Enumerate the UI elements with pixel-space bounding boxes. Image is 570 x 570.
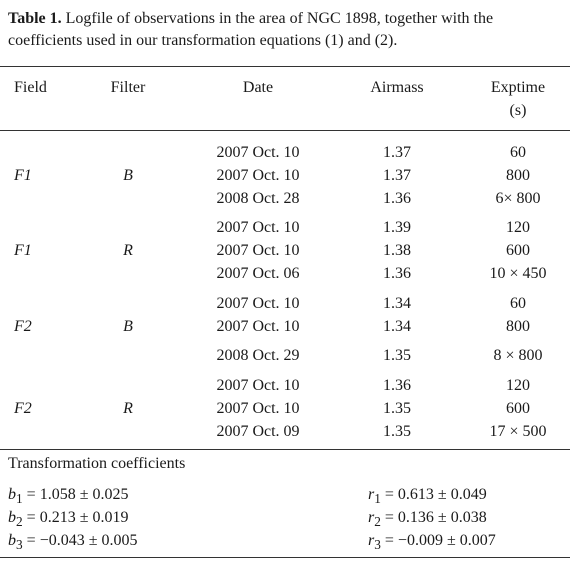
- table-caption: [8, 8, 564, 52]
- coefficient-subscript: 2: [374, 514, 381, 530]
- coefficient-subscript: 1: [16, 491, 23, 507]
- header-exptime-unit: (s): [509, 102, 527, 119]
- cell-airmass: 1.35: [383, 347, 411, 364]
- cell-exptime: 800: [506, 167, 530, 184]
- cell-airmass: 1.36: [383, 190, 411, 207]
- cell-date: 2007 Oct. 06: [216, 265, 300, 282]
- cell-date: 2007 Oct. 10: [216, 318, 300, 335]
- coefficients-title: Transformation coefficients: [8, 455, 186, 472]
- bottom-rule: [0, 449, 570, 450]
- coefficient-value: = 1.058 ± 0.025: [22, 486, 129, 503]
- cell-date: 2007 Oct. 10: [216, 242, 300, 259]
- cell-exptime: 600: [506, 242, 530, 259]
- cell-exptime: 120: [506, 219, 530, 236]
- header-exptime: Exptime: [490, 79, 546, 96]
- cell-airmass: 1.36: [383, 265, 411, 282]
- cell-date: 2008 Oct. 29: [216, 347, 300, 364]
- cell-field: F2: [14, 400, 32, 417]
- cell-filter: B: [123, 318, 133, 335]
- cell-exptime: 6× 800: [495, 190, 541, 207]
- cell-airmass: 1.35: [383, 423, 411, 440]
- header-filter: Filter: [110, 79, 146, 96]
- cell-airmass: 1.35: [383, 400, 411, 417]
- cell-exptime: 17 × 500: [489, 423, 547, 440]
- coefficient-b3: [8, 530, 138, 556]
- cell-airmass: 1.37: [383, 167, 411, 184]
- coefficient-value: = 0.136 ± 0.038: [380, 509, 487, 526]
- coefficient-subscript: 1: [374, 491, 381, 507]
- coefficient-symbol: r: [368, 509, 375, 526]
- coefficient-value: = 0.613 ± 0.049: [380, 486, 487, 503]
- cell-airmass: 1.37: [383, 144, 411, 161]
- coefficient-symbol: b: [8, 532, 16, 549]
- coefficient-symbol: r: [368, 532, 375, 549]
- table-label: Table 1.: [8, 10, 62, 27]
- cell-date: 2007 Oct. 10: [216, 377, 300, 394]
- coefficient-value: = 0.213 ± 0.019: [22, 509, 129, 526]
- coefficient-subscript: 3: [374, 537, 381, 553]
- coefficient-subscript: 3: [16, 537, 23, 553]
- cell-exptime: 120: [506, 377, 530, 394]
- coefficient-r3: [368, 530, 496, 556]
- cell-filter: R: [123, 400, 133, 417]
- coefficient-subscript: 2: [16, 514, 23, 530]
- cell-date: 2007 Oct. 10: [216, 295, 300, 312]
- coefficient-symbol: b: [8, 486, 16, 503]
- header-airmass: Airmass: [370, 79, 424, 96]
- end-rule: [0, 557, 570, 558]
- coefficient-value: = −0.009 ± 0.007: [380, 532, 496, 549]
- cell-exptime: 60: [510, 144, 526, 161]
- cell-exptime: 10 × 450: [489, 265, 547, 282]
- cell-airmass: 1.39: [383, 219, 411, 236]
- cell-exptime: 60: [510, 295, 526, 312]
- coefficient-symbol: b: [8, 509, 16, 526]
- header-date: Date: [242, 79, 274, 96]
- cell-field: F2: [14, 318, 32, 335]
- coefficient-value: = −0.043 ± 0.005: [22, 532, 138, 549]
- cell-field: F1: [14, 167, 32, 184]
- coefficient-symbol: r: [368, 486, 375, 503]
- cell-date: 2007 Oct. 10: [216, 144, 300, 161]
- caption-text: Logfile of observations in the area of NGC 1898, together with the coefficients used in our transformation equations (1) and (2).: [8, 10, 494, 49]
- cell-date: 2007 Oct. 09: [216, 423, 300, 440]
- cell-exptime: 600: [506, 400, 530, 417]
- cell-airmass: 1.34: [383, 295, 411, 312]
- cell-exptime: 800: [506, 318, 530, 335]
- cell-exptime: 8 × 800: [493, 347, 543, 364]
- cell-filter: R: [123, 242, 133, 259]
- cell-filter: B: [123, 167, 133, 184]
- top-rule: [0, 66, 570, 67]
- header-field: Field: [14, 79, 47, 96]
- cell-airmass: 1.36: [383, 377, 411, 394]
- cell-date: 2008 Oct. 28: [216, 190, 300, 207]
- cell-date: 2007 Oct. 10: [216, 219, 300, 236]
- cell-date: 2007 Oct. 10: [216, 400, 300, 417]
- cell-airmass: 1.34: [383, 318, 411, 335]
- cell-field: F1: [14, 242, 32, 259]
- cell-date: 2007 Oct. 10: [216, 167, 300, 184]
- header-rule: [0, 130, 570, 131]
- cell-airmass: 1.38: [383, 242, 411, 259]
